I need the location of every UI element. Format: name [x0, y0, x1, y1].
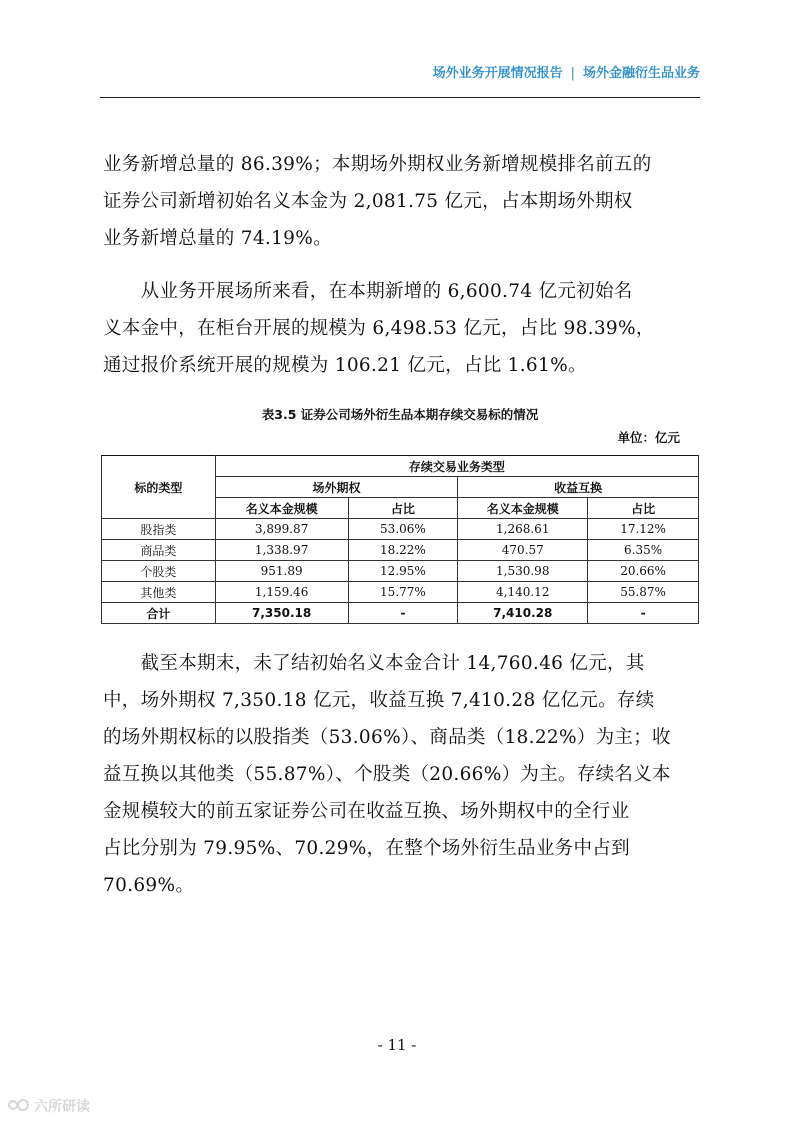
table-row [102, 519, 699, 540]
column-header: 名义本金规模 [215, 498, 348, 519]
table-cell: 17.12% [588, 519, 699, 540]
group-header-cell: 存续交易业务类型 [215, 456, 698, 477]
table-cell: 12.95% [348, 561, 458, 582]
paragraph-line: 金规模较大的前五家证券公司在收益互换、场外期权中的全行业 [103, 801, 630, 822]
table-cell: 4,140.12 [458, 582, 588, 603]
table-row [102, 561, 699, 582]
table-cell: 6.35% [588, 540, 699, 561]
total-label: 合计 [102, 603, 216, 624]
column-header: 占比 [348, 498, 458, 519]
table-total-row [102, 603, 699, 624]
table-caption: 表3.5 证券公司场外衍生品本期存续交易标的情况 [261, 407, 539, 422]
watermark [8, 1096, 118, 1116]
table-cell: 55.87% [588, 582, 699, 603]
watermark-logo-icon [8, 1098, 30, 1116]
total-cell: 7,410.28 [458, 603, 588, 624]
column-header: 占比 [588, 498, 699, 519]
subheader-options: 场外期权 [215, 477, 458, 498]
paragraph-line: 益互换以其他类（55.87%）、个股类（20.66%）为主。存续名义本 [103, 764, 671, 785]
header-report-title: 场外业务开展情况报告 [432, 66, 563, 81]
paragraph-line: 从业务开展场所来看，在本期新增的 6,600.74 亿元初始名 [103, 281, 633, 302]
page-number: - 11 - [377, 1036, 417, 1054]
table-unit: 单位：亿元 [617, 430, 680, 445]
paragraph-line: 义本金中，在柜台开展的规模为 6,498.53 亿元，占比 98.39%， [103, 318, 655, 339]
running-header [100, 62, 700, 84]
paragraph-line: 通过报价系统开展的规模为 106.21 亿元，占比 1.61%。 [103, 355, 587, 376]
table-cell: 20.66% [588, 561, 699, 582]
column-header: 名义本金规模 [458, 498, 588, 519]
paragraph-line: 70.69%。 [103, 875, 195, 896]
paragraph-line: 截至本期末，未了结初始名义本金合计 14,760.46 亿元，其 [103, 653, 645, 674]
paragraph-line: 业务新增总量的 74.19%。 [103, 228, 332, 249]
paragraph-line: 占比分别为 79.95%、70.29%，在整个场外衍生品业务中占到 [103, 838, 630, 859]
row-label: 其他类 [102, 582, 216, 603]
row-label: 商品类 [102, 540, 216, 561]
total-cell: - [348, 603, 458, 624]
header-section-title: 场外金融衍生品业务 [582, 66, 700, 81]
row-label: 股指类 [102, 519, 216, 540]
paragraph-line: 中，场外期权 7,350.18 亿元，收益互换 7,410.28 亿亿元。存续 [103, 690, 655, 711]
data-table [101, 455, 699, 624]
paragraph-line: 证券公司新增初始名义本金为 2,081.75 亿元，占本期场外期权 [103, 191, 633, 212]
row-header-cell: 标的类型 [102, 456, 216, 519]
header-rule [100, 97, 700, 98]
row-label: 个股类 [102, 561, 216, 582]
table-header-row [102, 456, 699, 477]
table-cell: 1,530.98 [458, 561, 588, 582]
table-row [102, 540, 699, 561]
paragraph-3 [103, 645, 697, 904]
table-cell: 470.57 [458, 540, 588, 561]
paragraph-line: 的场外期权标的以股指类（53.06%）、商品类（18.22%）为主；收 [103, 727, 671, 748]
paragraph-2 [103, 273, 697, 384]
table-cell: 1,338.97 [215, 540, 348, 561]
table-cell: 1,159.46 [215, 582, 348, 603]
table-cell: 53.06% [348, 519, 458, 540]
total-cell: - [588, 603, 699, 624]
table-cell: 951.89 [215, 561, 348, 582]
table-row [102, 582, 699, 603]
table-cell: 15.77% [348, 582, 458, 603]
table-cell: 1,268.61 [458, 519, 588, 540]
total-cell: 7,350.18 [215, 603, 348, 624]
watermark-text: 六所研读 [34, 1099, 90, 1115]
paragraph-line: 业务新增总量的 86.39%；本期场外期权业务新增规模排名前五的 [103, 154, 652, 175]
header-separator: | [570, 66, 575, 81]
subheader-swaps: 收益互换 [458, 477, 699, 498]
table-cell: 18.22% [348, 540, 458, 561]
paragraph-1 [103, 146, 697, 257]
table-cell: 3,899.87 [215, 519, 348, 540]
